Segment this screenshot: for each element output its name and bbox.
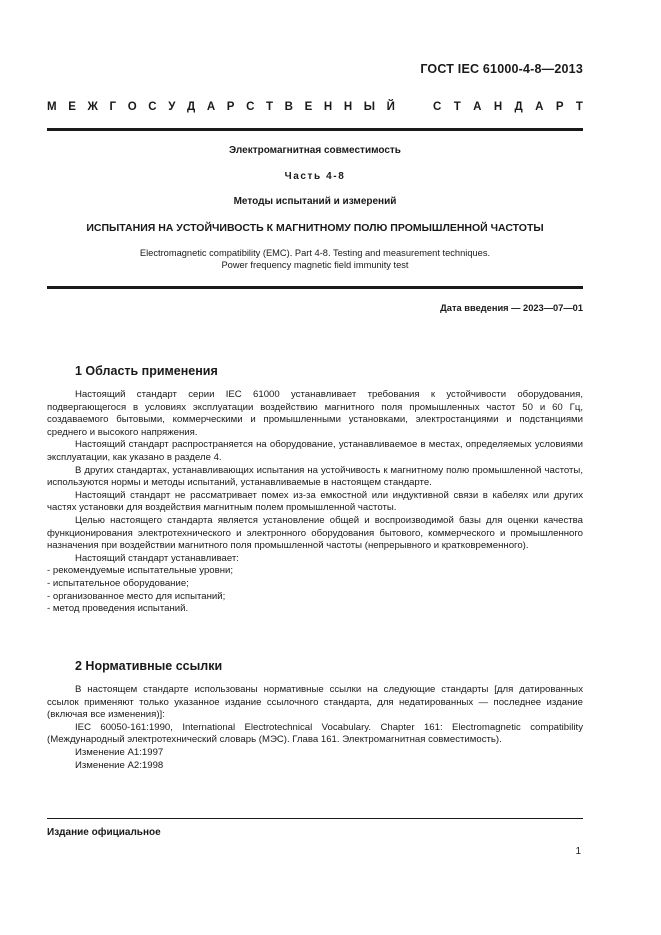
list-item: - организованное место для испытаний;: [47, 590, 226, 602]
section-2-paragraph: В настоящем стандарте использованы нормативные ссылки на следующие стандарты [для датированных ссылок применяют только указанное издание ссылочного стандарта, для недатированных — последнее издание (включая все изменения)]:: [47, 684, 583, 721]
english-title-1: Electromagnetic compatibility (EMC). Part 4-8. Testing and measurement techniques.: [139, 248, 491, 258]
section-1-heading: 1 Область применения: [75, 364, 218, 378]
banner-letter: Н: [493, 101, 503, 113]
title-line-3: Методы испытаний и измерений: [233, 196, 397, 207]
title-line-1: Электромагнитная совместимость: [229, 145, 401, 156]
banner-letter: Т: [575, 101, 583, 113]
list-item: - метод проведения испытаний.: [47, 603, 189, 615]
section-1-paragraph: Настоящий стандарт не рассматривает помех из-за емкостной или индуктивной связи в кабелях или других частях установки для воздействия магнитным полем промышленной частоты.: [47, 489, 583, 514]
banner-letter: Й: [386, 101, 395, 113]
banner-letter: Е: [68, 101, 76, 113]
banner-letter: С: [433, 101, 442, 113]
top-divider: [47, 128, 583, 131]
banner-letter: Д: [187, 101, 196, 113]
section-2-body: [47, 684, 583, 772]
requirements-list: [47, 565, 583, 615]
banner-letter: О: [127, 101, 137, 113]
banner-letter: Н: [343, 101, 353, 113]
page-number: 1: [575, 846, 581, 857]
list-item: - испытательное оборудование;: [47, 577, 189, 589]
section-1-paragraph: Целью настоящего стандарта является установление общей и воспроизводимой базы для оценки качества функционирования электротехнического и электронного оборудования бытового, коммерческого и промышленного назначения при воздействии магнитного поля промышленной частоты (непрерывного и кратковременного).: [47, 514, 583, 552]
footer-divider: [47, 818, 583, 819]
introduction-date: Дата введения — 2023—07—01: [440, 303, 583, 313]
section-1-body: [47, 389, 583, 616]
main-title: ИСПЫТАНИЯ НА УСТОЙЧИВОСТЬ К МАГНИТНОМУ ПОЛЮ ПРОМЫШЛЕННОЙ ЧАСТОТЫ: [86, 222, 544, 234]
list-item: - рекомендуемые испытательные уровни;: [47, 565, 234, 577]
banner-letter: А: [535, 101, 544, 113]
section-2-paragraph: IEC 60050-161:1990, International Electrotechnical Vocabulary. Chapter 161: Electromagnetic compatibility (Международный электротехнический словарь (МЭС). Глава 161. Электромагнитная совместимость).: [47, 721, 583, 746]
official-edition-label: Издание официальное: [47, 827, 161, 838]
banner-letter: Е: [304, 101, 313, 113]
section-1-paragraph: В других стандартах, устанавливающих испытания на устойчивость к магнитному полю промышленной частоты, используются нормы и методы испытаний, устанавливаемые в настоящем стандарте.: [47, 464, 583, 489]
document-code: ГОСТ IEC 61000-4-8—2013: [420, 62, 583, 76]
banner-letter: Н: [323, 101, 333, 113]
title-divider: [47, 286, 583, 289]
banner-letter: Ж: [87, 101, 98, 113]
banner-letter: С: [246, 101, 255, 113]
section-1-paragraph: Настоящий стандарт распространяется на оборудование, устанавливаемое в местах, определяемых условиями эксплуатации, как указано в разделе 4.: [47, 439, 583, 463]
banner-letter: А: [206, 101, 216, 113]
banner-letter: М: [47, 101, 57, 113]
banner-letter: Д: [514, 101, 523, 113]
banner-letter: Р: [226, 101, 235, 113]
banner-letter: А: [473, 101, 482, 113]
section-1-paragraph: Настоящий стандарт устанавливает:: [75, 552, 239, 564]
banner-letter: Ы: [363, 101, 376, 113]
standard-banner: [47, 101, 583, 113]
banner-letter: Г: [109, 101, 117, 113]
title-part: Часть 4-8: [284, 171, 346, 182]
banner-letter: Т: [453, 101, 461, 113]
banner-letter: У: [168, 101, 176, 113]
banner-letter: Т: [266, 101, 274, 113]
section-2-heading: 2 Нормативные ссылки: [75, 659, 223, 673]
section-1-paragraph: Настоящий стандарт серии IEC 61000 устанавливает требования к устойчивости оборудования, подвергающегося в условиях эксплуатации воздействию магнитного поля промышленных частот 50 и 60 Гц, создаваемого бытовыми, коммерческими и промышленными установками, электростанциями и подстанциями среднего и высокого напряжения.: [47, 389, 583, 438]
section-2-paragraph: Изменение А2:1998: [75, 759, 164, 771]
banner-right: [433, 101, 583, 113]
banner-letter: В: [284, 101, 293, 113]
english-title-2: Power frequency magnetic field immunity test: [221, 260, 409, 270]
banner-left: [47, 101, 395, 113]
section-2-paragraph: Изменение А1:1997: [75, 746, 164, 758]
banner-letter: С: [148, 101, 157, 113]
banner-letter: Р: [555, 101, 564, 113]
